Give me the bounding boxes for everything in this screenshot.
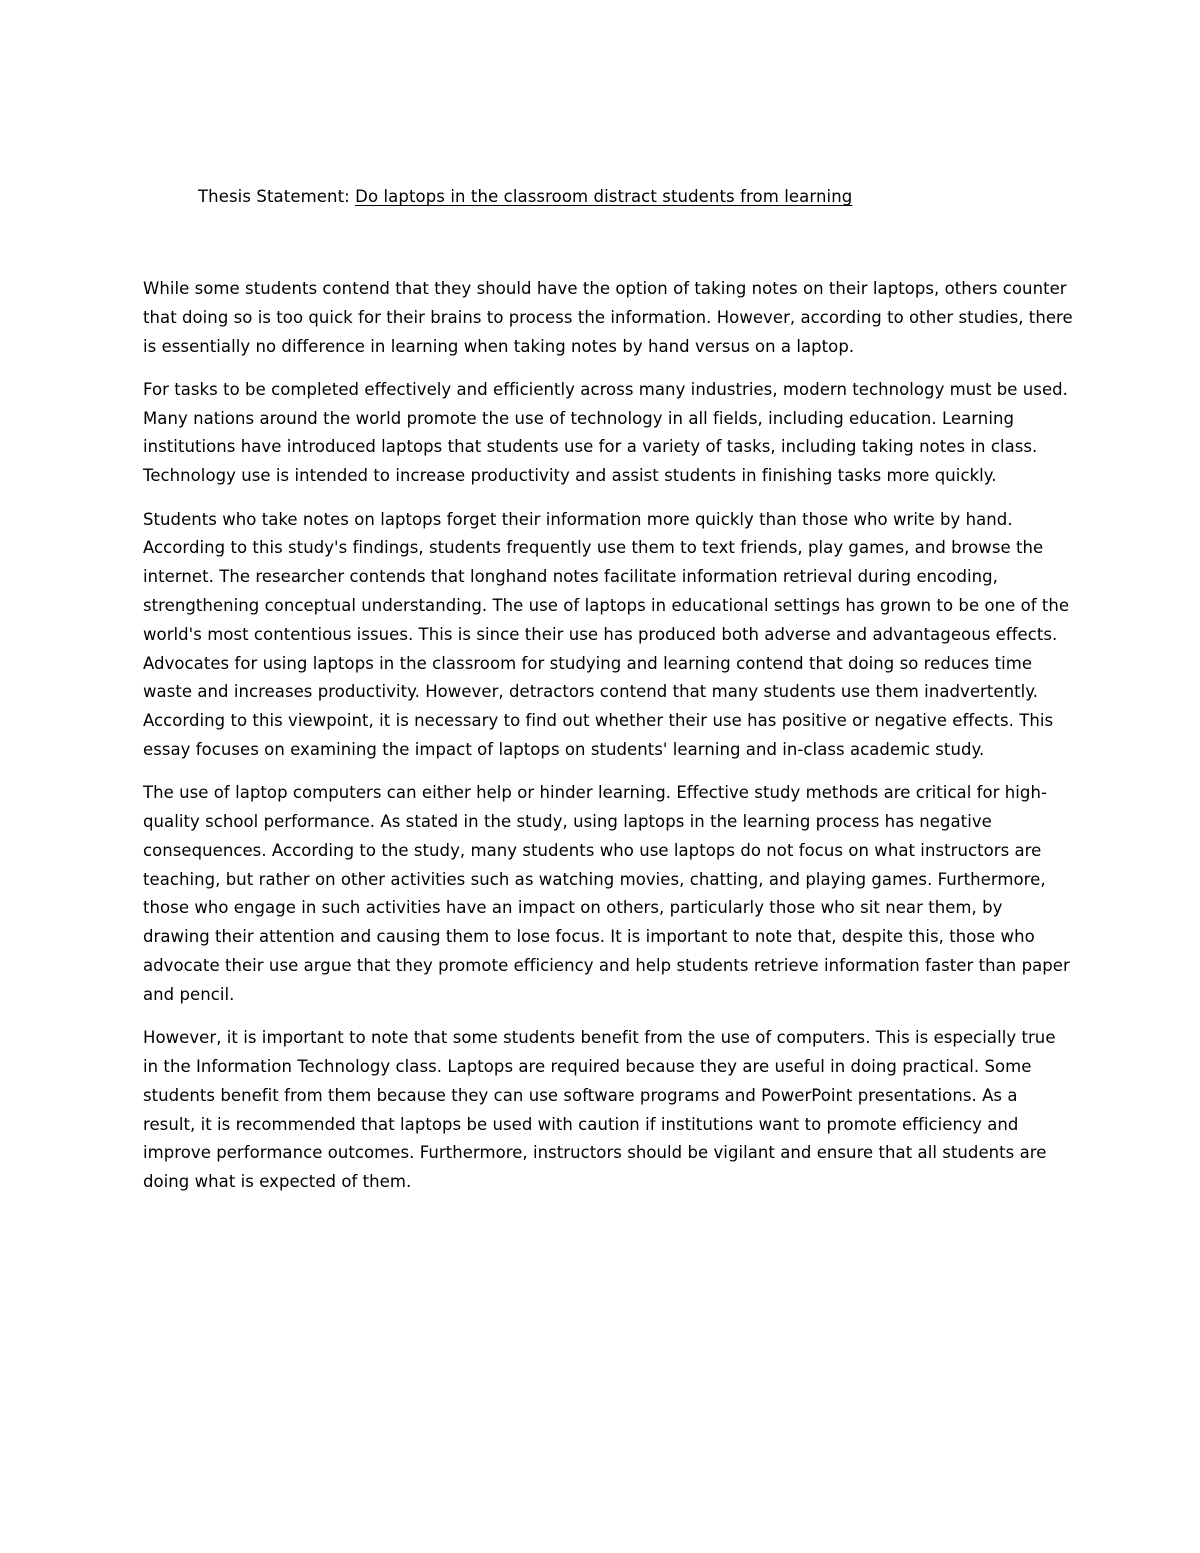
essay-body [143,275,1073,1211]
paragraph-2: For tasks to be completed effectively and efficiently across many industries, modern technology must be used. Many nations around the world promote the use of technology in all fields, including education. Learning institutions have introduced laptops that students use for a variety of tasks, including taking notes in class. Technology use is intended to increase productivity and assist students in finishing tasks more quickly. [143,379,1068,486]
paragraph-3: Students who take notes on laptops forget their information more quickly than those who write by hand. According to this study's findings, students frequently use them to text friends, play games, and browse the internet. The researcher contends that longhand notes facilitate information retrieval during encoding, strengthening conceptual understanding. The use of laptops in educational settings has grown to be one of the world's most contentious issues. This is since their use has produced both adverse and advantageous effects. Advocates for using laptops in the classroom for studying and learning contend that doing so reduces time waste and increases productivity. However, detractors contend that many students use them inadvertently. According to this viewpoint, it is necessary to find out whether their use has positive or negative effects. This essay focuses on examining the impact of laptops on students' learning and in-class academic study. [143,509,1070,759]
thesis-statement [198,187,852,206]
paragraph-5: However, it is important to note that some students benefit from the use of computers. This is especially true in the Information Technology class. Laptops are required because they are useful in doing practical. Some students benefit from them because they can use software programs and PowerPoint presentations. As a result, it is recommended that laptops be used with caution if institutions want to promote efficiency and improve performance outcomes. Furthermore, instructors should be vigilant and ensure that all students are doing what is expected of them. [143,1028,1056,1192]
paragraph-1: While some students contend that they should have the option of taking notes on their laptops, others counter that doing so is too quick for their brains to process the information. However, according to other studies, there is essentially no difference in learning when taking notes by hand versus on a laptop. [143,279,1073,356]
paragraph-4: The use of laptop computers can either help or hinder learning. Effective study methods are critical for high-quality school performance. As stated in the study, using laptops in the learning process has negative consequences. According to the study, many students who use laptops do not focus on what instructors are teaching, but rather on other activities such as watching movies, chatting, and playing games. Furthermore, those who engage in such activities have an impact on others, particularly those who sit near them, by drawing their attention and causing them to lose focus. It is important to note that, despite this, those who advocate their use argue that they promote efficiency and help students retrieve information faster than paper and pencil. [143,783,1070,1004]
thesis-label: Thesis Statement: [198,187,350,206]
thesis-topic: Do laptops in the classroom distract students from learning [355,187,853,206]
